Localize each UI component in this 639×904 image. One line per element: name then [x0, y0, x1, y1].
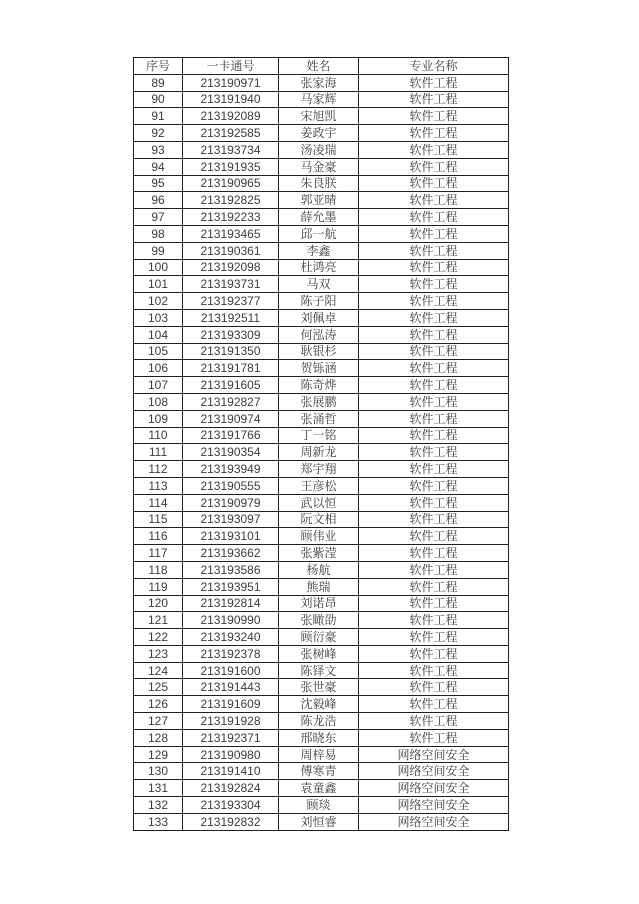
cell-major-name: 软件工程 — [359, 713, 509, 730]
header-row — [134, 58, 509, 75]
cell-major-name: 网络空间安全 — [359, 780, 509, 797]
cell-student-name: 傅寒青 — [279, 763, 359, 780]
cell-student-name: 邢晓东 — [279, 729, 359, 746]
cell-student-name: 陈铎文 — [279, 662, 359, 679]
table-row — [134, 528, 509, 545]
cell-serial-number: 96 — [134, 192, 183, 209]
cell-major-name: 软件工程 — [359, 377, 509, 394]
cell-student-name: 贺铄涵 — [279, 360, 359, 377]
cell-student-name: 张世豪 — [279, 679, 359, 696]
cell-student-name: 杨航 — [279, 561, 359, 578]
cell-major-name: 软件工程 — [359, 225, 509, 242]
cell-major-name: 软件工程 — [359, 141, 509, 158]
cell-student-name: 丁一铭 — [279, 427, 359, 444]
cell-card-number: 213192098 — [183, 259, 279, 276]
cell-student-name: 李鑫 — [279, 242, 359, 259]
cell-serial-number: 93 — [134, 141, 183, 158]
cell-student-name: 张树峰 — [279, 645, 359, 662]
cell-major-name: 网络空间安全 — [359, 813, 509, 830]
cell-serial-number: 109 — [134, 410, 183, 427]
table-row — [134, 612, 509, 629]
table-row — [134, 276, 509, 293]
cell-card-number: 213190361 — [183, 242, 279, 259]
cell-student-name: 陈子阳 — [279, 293, 359, 310]
table-row — [134, 662, 509, 679]
cell-card-number: 213193734 — [183, 141, 279, 158]
cell-card-number: 213193304 — [183, 797, 279, 814]
cell-serial-number: 97 — [134, 209, 183, 226]
cell-serial-number: 123 — [134, 645, 183, 662]
cell-major-name: 软件工程 — [359, 276, 509, 293]
cell-card-number: 213193309 — [183, 326, 279, 343]
table-row — [134, 679, 509, 696]
cell-card-number: 213193949 — [183, 461, 279, 478]
cell-card-number: 213191410 — [183, 763, 279, 780]
cell-serial-number: 90 — [134, 91, 183, 108]
cell-serial-number: 91 — [134, 108, 183, 125]
cell-card-number: 213190354 — [183, 444, 279, 461]
table-row — [134, 74, 509, 91]
column-header-student-name: 姓名 — [279, 58, 359, 75]
table-row — [134, 108, 509, 125]
cell-student-name: 汤凌瑞 — [279, 141, 359, 158]
cell-serial-number: 126 — [134, 696, 183, 713]
cell-serial-number: 125 — [134, 679, 183, 696]
cell-serial-number: 122 — [134, 629, 183, 646]
cell-serial-number: 128 — [134, 729, 183, 746]
cell-major-name: 软件工程 — [359, 125, 509, 142]
cell-card-number: 213191443 — [183, 679, 279, 696]
cell-student-name: 周梓易 — [279, 746, 359, 763]
table-row — [134, 477, 509, 494]
cell-serial-number: 115 — [134, 511, 183, 528]
cell-major-name: 软件工程 — [359, 91, 509, 108]
table-body — [134, 74, 509, 830]
cell-card-number: 213191605 — [183, 377, 279, 394]
cell-student-name: 马金豪 — [279, 158, 359, 175]
cell-student-name: 武以恒 — [279, 494, 359, 511]
cell-card-number: 213192824 — [183, 780, 279, 797]
table-row — [134, 259, 509, 276]
cell-card-number: 213193731 — [183, 276, 279, 293]
table-row — [134, 326, 509, 343]
cell-student-name: 袁童鑫 — [279, 780, 359, 797]
cell-serial-number: 130 — [134, 763, 183, 780]
cell-card-number: 213192825 — [183, 192, 279, 209]
table-row — [134, 595, 509, 612]
column-header-major-name: 专业名称 — [359, 58, 509, 75]
cell-serial-number: 99 — [134, 242, 183, 259]
table-row — [134, 797, 509, 814]
cell-serial-number: 100 — [134, 259, 183, 276]
cell-major-name: 软件工程 — [359, 192, 509, 209]
cell-serial-number: 103 — [134, 309, 183, 326]
table-row — [134, 780, 509, 797]
cell-major-name: 软件工程 — [359, 326, 509, 343]
table-row — [134, 746, 509, 763]
cell-student-name: 顾衍豪 — [279, 629, 359, 646]
cell-major-name: 软件工程 — [359, 629, 509, 646]
cell-student-name: 刘恒睿 — [279, 813, 359, 830]
table-row — [134, 293, 509, 310]
cell-serial-number: 94 — [134, 158, 183, 175]
cell-major-name: 软件工程 — [359, 545, 509, 562]
cell-major-name: 软件工程 — [359, 343, 509, 360]
cell-major-name: 软件工程 — [359, 612, 509, 629]
cell-student-name: 张瞰劭 — [279, 612, 359, 629]
table-row — [134, 242, 509, 259]
cell-serial-number: 117 — [134, 545, 183, 562]
cell-student-name: 顾琰 — [279, 797, 359, 814]
cell-major-name: 软件工程 — [359, 729, 509, 746]
table-row — [134, 545, 509, 562]
cell-student-name: 马双 — [279, 276, 359, 293]
cell-major-name: 网络空间安全 — [359, 746, 509, 763]
cell-serial-number: 104 — [134, 326, 183, 343]
cell-serial-number: 121 — [134, 612, 183, 629]
table-row — [134, 427, 509, 444]
cell-major-name: 软件工程 — [359, 696, 509, 713]
cell-major-name: 软件工程 — [359, 293, 509, 310]
cell-student-name: 沈毅峰 — [279, 696, 359, 713]
table-row — [134, 729, 509, 746]
cell-major-name: 软件工程 — [359, 494, 509, 511]
cell-student-name: 薛允墨 — [279, 209, 359, 226]
cell-student-name: 马家辉 — [279, 91, 359, 108]
cell-major-name: 软件工程 — [359, 561, 509, 578]
cell-student-name: 耿银杉 — [279, 343, 359, 360]
cell-serial-number: 108 — [134, 393, 183, 410]
cell-major-name: 软件工程 — [359, 209, 509, 226]
table-row — [134, 225, 509, 242]
cell-serial-number: 98 — [134, 225, 183, 242]
table-row — [134, 494, 509, 511]
table-row — [134, 410, 509, 427]
cell-major-name: 软件工程 — [359, 309, 509, 326]
cell-major-name: 软件工程 — [359, 427, 509, 444]
cell-student-name: 朱良朕 — [279, 175, 359, 192]
cell-major-name: 软件工程 — [359, 74, 509, 91]
cell-card-number: 213192089 — [183, 108, 279, 125]
table-row — [134, 158, 509, 175]
table-row — [134, 91, 509, 108]
cell-major-name: 软件工程 — [359, 662, 509, 679]
cell-card-number: 213190980 — [183, 746, 279, 763]
column-header-serial-number: 序号 — [134, 58, 183, 75]
cell-serial-number: 102 — [134, 293, 183, 310]
cell-card-number: 213191350 — [183, 343, 279, 360]
cell-serial-number: 114 — [134, 494, 183, 511]
cell-student-name: 熊瑞 — [279, 578, 359, 595]
cell-serial-number: 95 — [134, 175, 183, 192]
cell-serial-number: 132 — [134, 797, 183, 814]
cell-card-number: 213193240 — [183, 629, 279, 646]
cell-major-name: 软件工程 — [359, 108, 509, 125]
cell-student-name: 刘佩卓 — [279, 309, 359, 326]
cell-student-name: 阮文相 — [279, 511, 359, 528]
cell-student-name: 陈龙浩 — [279, 713, 359, 730]
cell-student-name: 刘诺昂 — [279, 595, 359, 612]
cell-student-name: 张家海 — [279, 74, 359, 91]
cell-card-number: 213190971 — [183, 74, 279, 91]
cell-serial-number: 107 — [134, 377, 183, 394]
cell-serial-number: 131 — [134, 780, 183, 797]
cell-card-number: 213193097 — [183, 511, 279, 528]
cell-serial-number: 106 — [134, 360, 183, 377]
cell-serial-number: 119 — [134, 578, 183, 595]
table-row — [134, 578, 509, 595]
cell-card-number: 213192371 — [183, 729, 279, 746]
cell-major-name: 软件工程 — [359, 410, 509, 427]
table-row — [134, 209, 509, 226]
cell-major-name: 软件工程 — [359, 679, 509, 696]
cell-serial-number: 112 — [134, 461, 183, 478]
table-row — [134, 377, 509, 394]
student-roster-table — [133, 57, 509, 831]
cell-card-number: 213190974 — [183, 410, 279, 427]
cell-card-number: 213190990 — [183, 612, 279, 629]
cell-serial-number: 110 — [134, 427, 183, 444]
cell-student-name: 顾伟业 — [279, 528, 359, 545]
cell-card-number: 213191940 — [183, 91, 279, 108]
cell-serial-number: 127 — [134, 713, 183, 730]
cell-serial-number: 120 — [134, 595, 183, 612]
cell-card-number: 213191609 — [183, 696, 279, 713]
table-row — [134, 645, 509, 662]
cell-major-name: 网络空间安全 — [359, 763, 509, 780]
table-row — [134, 360, 509, 377]
cell-student-name: 宋旭凯 — [279, 108, 359, 125]
cell-major-name: 软件工程 — [359, 461, 509, 478]
column-header-card-number: 一卡通号 — [183, 58, 279, 75]
cell-major-name: 软件工程 — [359, 444, 509, 461]
table-row — [134, 713, 509, 730]
cell-serial-number: 118 — [134, 561, 183, 578]
cell-card-number: 213193951 — [183, 578, 279, 595]
table-row — [134, 309, 509, 326]
cell-major-name: 软件工程 — [359, 477, 509, 494]
cell-student-name: 王彦松 — [279, 477, 359, 494]
cell-student-name: 张涌哲 — [279, 410, 359, 427]
table-row — [134, 511, 509, 528]
cell-major-name: 软件工程 — [359, 595, 509, 612]
table-row — [134, 813, 509, 830]
cell-serial-number: 89 — [134, 74, 183, 91]
cell-student-name: 张展鹏 — [279, 393, 359, 410]
cell-card-number: 213191781 — [183, 360, 279, 377]
cell-card-number: 213190965 — [183, 175, 279, 192]
table-row — [134, 343, 509, 360]
cell-serial-number: 101 — [134, 276, 183, 293]
cell-major-name: 软件工程 — [359, 242, 509, 259]
cell-card-number: 213191928 — [183, 713, 279, 730]
table-row — [134, 629, 509, 646]
cell-card-number: 213193586 — [183, 561, 279, 578]
cell-card-number: 213191766 — [183, 427, 279, 444]
cell-serial-number: 116 — [134, 528, 183, 545]
cell-card-number: 213190979 — [183, 494, 279, 511]
cell-card-number: 213191600 — [183, 662, 279, 679]
cell-student-name: 陈奇烨 — [279, 377, 359, 394]
cell-serial-number: 113 — [134, 477, 183, 494]
table-row — [134, 125, 509, 142]
table-row — [134, 141, 509, 158]
cell-student-name: 郑宇翔 — [279, 461, 359, 478]
cell-card-number: 213193101 — [183, 528, 279, 545]
cell-major-name: 软件工程 — [359, 393, 509, 410]
cell-student-name: 周新龙 — [279, 444, 359, 461]
cell-serial-number: 105 — [134, 343, 183, 360]
cell-major-name: 软件工程 — [359, 578, 509, 595]
cell-major-name: 软件工程 — [359, 528, 509, 545]
table-row — [134, 175, 509, 192]
cell-student-name: 何泓涛 — [279, 326, 359, 343]
table-row — [134, 444, 509, 461]
cell-major-name: 软件工程 — [359, 360, 509, 377]
cell-serial-number: 133 — [134, 813, 183, 830]
cell-card-number: 213192377 — [183, 293, 279, 310]
table-row — [134, 461, 509, 478]
cell-student-name: 邱一航 — [279, 225, 359, 242]
cell-card-number: 213192378 — [183, 645, 279, 662]
cell-major-name: 软件工程 — [359, 259, 509, 276]
cell-student-name: 郭亚晴 — [279, 192, 359, 209]
cell-major-name: 软件工程 — [359, 158, 509, 175]
cell-major-name: 软件工程 — [359, 175, 509, 192]
cell-card-number: 213192814 — [183, 595, 279, 612]
cell-card-number: 213192832 — [183, 813, 279, 830]
cell-student-name: 杜鸿亮 — [279, 259, 359, 276]
cell-card-number: 213190555 — [183, 477, 279, 494]
cell-serial-number: 129 — [134, 746, 183, 763]
table-row — [134, 696, 509, 713]
cell-card-number: 213193465 — [183, 225, 279, 242]
cell-major-name: 软件工程 — [359, 511, 509, 528]
cell-student-name: 张紫滢 — [279, 545, 359, 562]
cell-serial-number: 92 — [134, 125, 183, 142]
table-row — [134, 561, 509, 578]
cell-student-name: 姜政宇 — [279, 125, 359, 142]
cell-card-number: 213192233 — [183, 209, 279, 226]
table-row — [134, 393, 509, 410]
cell-card-number: 213192585 — [183, 125, 279, 142]
cell-serial-number: 124 — [134, 662, 183, 679]
cell-major-name: 软件工程 — [359, 645, 509, 662]
cell-card-number: 213191935 — [183, 158, 279, 175]
cell-card-number: 213192511 — [183, 309, 279, 326]
cell-card-number: 213193662 — [183, 545, 279, 562]
table-row — [134, 763, 509, 780]
cell-card-number: 213192827 — [183, 393, 279, 410]
table-row — [134, 192, 509, 209]
cell-major-name: 网络空间安全 — [359, 797, 509, 814]
cell-serial-number: 111 — [134, 444, 183, 461]
